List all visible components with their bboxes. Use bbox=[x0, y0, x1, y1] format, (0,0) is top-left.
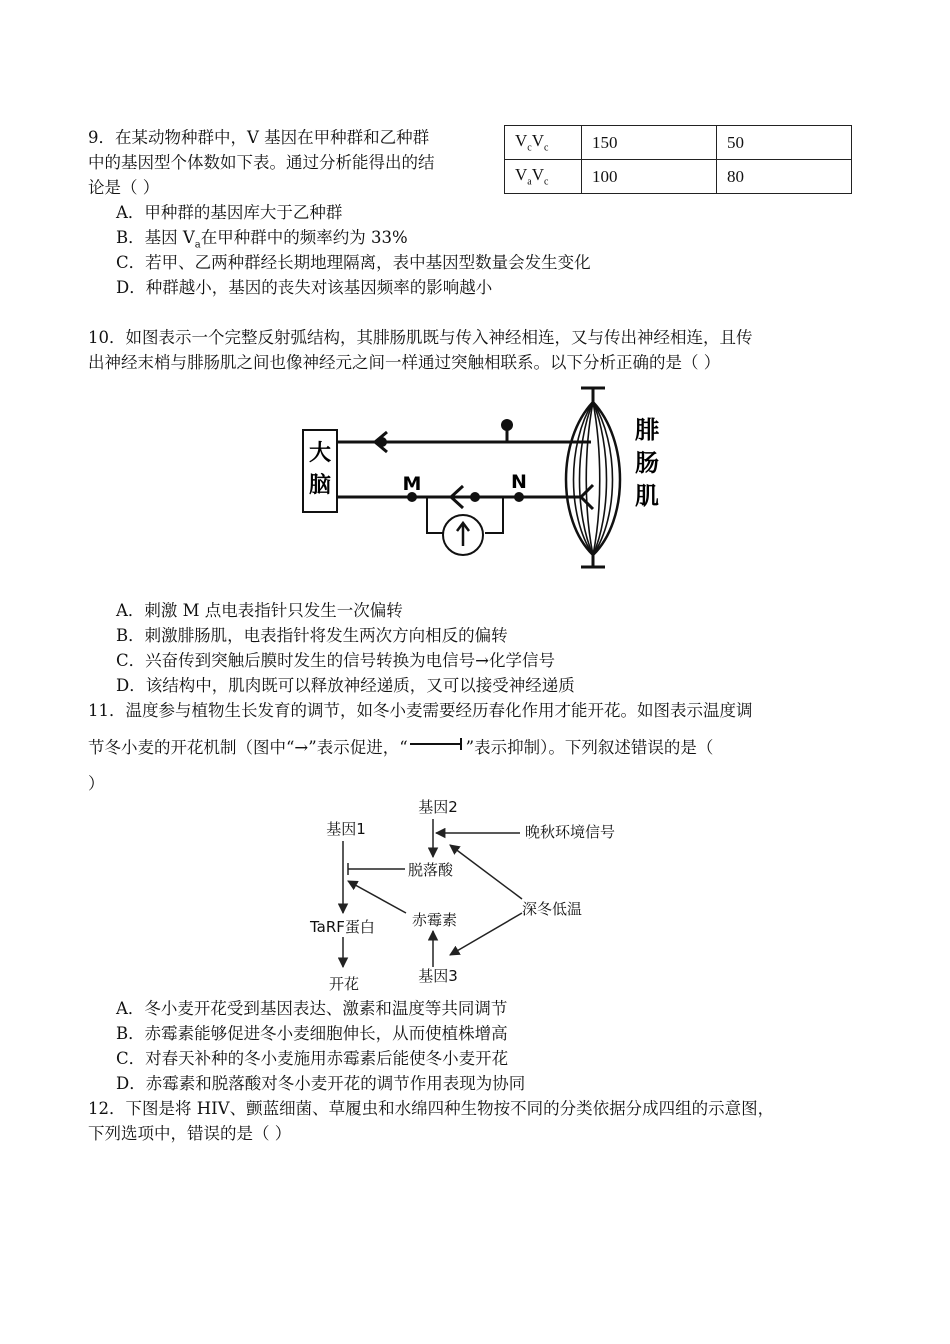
point-n bbox=[514, 492, 524, 502]
label-n: N bbox=[511, 471, 527, 493]
q9-stem-line-2: 中的基因型个体数如下表。通过分析能得出的结 bbox=[88, 153, 435, 172]
q10-option-c: C．兴奋传到突触后膜时发生的信号转换为电信号→化学信号 bbox=[116, 651, 555, 670]
neuron-cell-body-upper bbox=[501, 419, 513, 431]
q11-option-b: B．赤霉素能够促进冬小麦细胞伸长，从而使植株增高 bbox=[116, 1024, 508, 1043]
q11-option-a: A．冬小麦开花受到基因表达、激素和温度等共同调节 bbox=[116, 999, 508, 1018]
genotype-cell: $V_aV_c$ bbox=[505, 160, 582, 194]
q11-stem-line-3: ） bbox=[88, 774, 105, 793]
ga-label: 赤霉素 bbox=[412, 911, 458, 929]
table-row bbox=[505, 126, 852, 160]
table-row bbox=[505, 160, 852, 194]
q9-stem-line-3: 论是（ ） bbox=[88, 178, 160, 197]
q9-option-d: D．种群越小，基因的丧失对该基因频率的影响越小 bbox=[116, 278, 493, 297]
q11-option-c: C．对春天补种的冬小麦施用赤霉素后能使冬小麦开花 bbox=[116, 1049, 509, 1068]
arrow-cold-gene2 bbox=[450, 845, 522, 899]
arrow-cold-gene3 bbox=[450, 913, 522, 955]
q10-option-b: B．刺激腓肠肌，电表指针将发生两次方向相反的偏转 bbox=[116, 626, 508, 645]
population-b-count: 50 bbox=[717, 126, 852, 160]
signal-label: 晚秋环境信号 bbox=[525, 823, 616, 841]
q10-stem-line-2: 出神经末梢与腓肠肌之间也像神经元之间一样通过突触相联系。以下分析正确的是（ ） bbox=[88, 353, 721, 372]
genotype-table bbox=[504, 125, 852, 194]
q10-option-a: A．刺激 M 点电表指针只发生一次偏转 bbox=[116, 601, 403, 620]
genotype-cell: $V_cV_c$ bbox=[505, 126, 582, 160]
population-a-count: 100 bbox=[582, 160, 717, 194]
muscle-label-2: 肠 bbox=[635, 449, 659, 477]
population-a-count: 150 bbox=[582, 126, 717, 160]
q11-stem-line-1: 11．温度参与植物生长发育的调节，如冬小麦需要经历春化作用才能开花。如图表示温度调 bbox=[88, 701, 753, 720]
gene3-label: 基因3 bbox=[418, 967, 458, 985]
synapse-dot-upper bbox=[377, 437, 387, 447]
muscle-label-1: 腓 bbox=[635, 416, 659, 444]
flower-label: 开花 bbox=[328, 975, 360, 993]
synapse-dot-lower bbox=[470, 492, 480, 502]
inhibit-symbol-icon bbox=[408, 738, 466, 754]
q9-option-a: A．甲种群的基因库大于乙种群 bbox=[116, 203, 343, 222]
q10-option-d: D．该结构中，肌肉既可以释放神经递质，又可以接受神经递质 bbox=[116, 676, 575, 695]
gene1-label: 基因1 bbox=[326, 820, 366, 838]
q9-stem-line-1: 9．在某动物种群中，V 基因在甲种群和乙种群 bbox=[88, 128, 430, 147]
flowering-mechanism-diagram bbox=[300, 795, 660, 995]
gastrocnemius-muscle bbox=[566, 402, 620, 555]
muscle-label-3: 肌 bbox=[635, 482, 659, 510]
label-m: M bbox=[402, 473, 422, 495]
brain-label-1: 大 bbox=[308, 441, 332, 466]
meter-wire-right bbox=[485, 497, 503, 533]
q9-option-b: B．基因 $V_a$在甲种群中的频率约为 33% bbox=[116, 228, 408, 251]
q12-stem-line-1: 12．下图是将 HIV、颤蓝细菌、草履虫和水绵四种生物按不同的分类依据分成四组的示意图， bbox=[88, 1099, 775, 1118]
gene2-label: 基因2 bbox=[418, 798, 458, 816]
q11-stem-line-2: 节冬小麦的开花机制（图中“→”表示促进，“ ”表示抑制）。下列叙述错误的是（ bbox=[88, 738, 714, 757]
population-b-count: 80 bbox=[717, 160, 852, 194]
tarf-label: TaRF蛋白 bbox=[310, 918, 375, 936]
q9-option-c: C．若甲、乙两种群经长期地理隔离，表中基因型数量会发生变化 bbox=[116, 253, 591, 272]
q11-option-d: D．赤霉素和脱落酸对冬小麦开花的调节作用表现为协同 bbox=[116, 1074, 526, 1093]
q10-stem-line-1: 10．如图表示一个完整反射弧结构，其腓肠肌既与传入神经相连，又与传出神经相连，且传 bbox=[88, 328, 753, 347]
aba-label: 脱落酸 bbox=[408, 861, 454, 879]
brain-label-2: 脑 bbox=[308, 473, 332, 498]
q12-stem-line-2: 下列选项中，错误的是（ ） bbox=[88, 1124, 292, 1143]
reflex-arc-diagram bbox=[295, 380, 675, 575]
arrow-ga-gene1 bbox=[348, 881, 406, 913]
meter-wire-left bbox=[427, 497, 445, 533]
cold-label: 深冬低温 bbox=[522, 900, 583, 918]
